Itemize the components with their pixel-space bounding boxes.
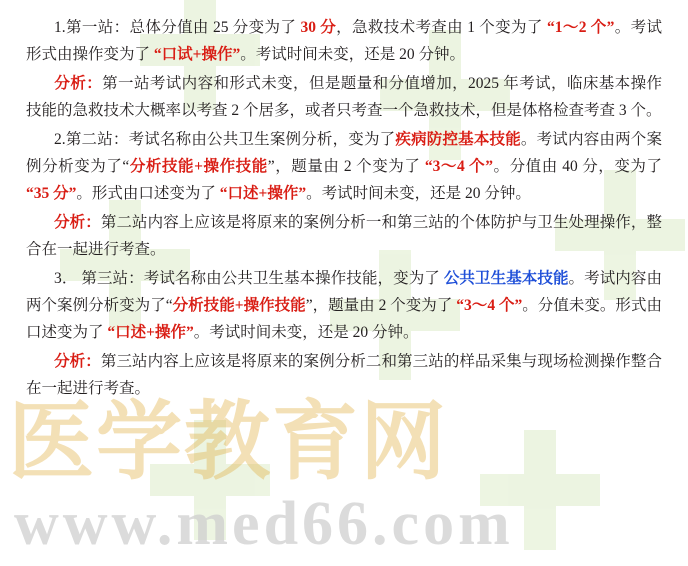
cross-watermark-icon [480, 430, 600, 550]
paragraph-station-1 [26, 14, 662, 68]
text-run: ，急救技术考查由 1 个变为了 [336, 19, 547, 36]
text-run: ”，题量由 2 个变为了 [305, 297, 457, 314]
text-run: 2.第二站： [54, 131, 129, 148]
text-run: 分析技能+操作技能 [129, 158, 268, 175]
text-run: 。考试形式由操作变为了 [26, 19, 662, 63]
indent-spacer [26, 14, 54, 41]
text-run: 。考试时间未变，还是 20 分钟。 [240, 46, 465, 63]
indent-spacer [26, 265, 54, 292]
text-run: “3～4 个” [456, 297, 523, 314]
text-run: “3～4 个” [424, 158, 493, 175]
text-run: 。分值由 40 分，变为了 [492, 158, 662, 175]
text-run: 分析： [54, 75, 103, 92]
text-run: 公共卫生基本技能 [443, 270, 569, 287]
paragraph-analysis-1 [26, 70, 662, 124]
text-run: 考试名称由公共卫生基本操作技能，变为了 [143, 270, 444, 287]
text-run: 30 分 [300, 19, 337, 36]
text-run: “口述+操作” [107, 324, 194, 341]
paragraph-analysis-2 [26, 209, 662, 263]
indent-spacer [26, 348, 54, 375]
text-run: 分析： [54, 214, 101, 231]
text-run: 分析技能+操作技能 [172, 297, 306, 314]
text-run: 。分值未变。形式由口述变为了 [26, 297, 662, 341]
text-run: 考试名称由公共卫生案例分析，变为了 [128, 131, 396, 148]
text-run: 分析： [54, 353, 101, 370]
text-run: 。考试时间未变，还是 20 分钟。 [193, 324, 419, 341]
text-run: 总体分值由 25 分变为了 [129, 19, 301, 36]
text-run: 3． 第三站： [54, 270, 144, 287]
paragraph-analysis-3 [26, 348, 662, 402]
text-run: 1.第一站： [54, 19, 130, 36]
indent-spacer [26, 126, 54, 153]
text-run: 第三站内容上应该是将原来的案例分析二和第三站的样品采集与现场检测操作整合在一起进行考查。 [26, 353, 662, 397]
text-run: 疾病防控基本技能 [395, 131, 521, 148]
text-run: 。形式由口述变为了 [76, 185, 220, 202]
text-run: “口述+操作” [219, 185, 307, 202]
text-run: 。考试时间未变，还是 20 分钟。 [306, 185, 531, 202]
text-run: “口试+操作” [153, 46, 241, 63]
text-run: “35 分” [26, 185, 77, 202]
paragraph-station-3 [26, 265, 662, 346]
text-run: ”，题量由 2 个变为了 [267, 158, 425, 175]
cross-watermark-icon [150, 420, 270, 540]
paragraph-station-2 [26, 126, 662, 207]
text-run: 。考试内容由两个案例分析变为了“ [26, 131, 662, 175]
text-run: 第一站考试内容和形式未变，但是题量和分值增加，2025 年考试，临床基本操作技能的急救技术大概率以考查 2 个居多，或者只考查一个急救技术，但是体格检查考查 3 个。 [26, 75, 662, 119]
indent-spacer [26, 70, 54, 97]
brand-watermark-text: 医学教育网 [8, 394, 448, 490]
url-watermark-text: www.med66.com [14, 490, 514, 558]
text-run: “1～2 个” [547, 19, 615, 36]
text-run: 。考试内容由两个案例分析变为了“ [26, 270, 662, 314]
indent-spacer [26, 209, 54, 236]
text-run: 第二站内容上应该是将原来的案例分析一和第三站的个体防护与卫生处理操作，整合在一起进行考查。 [26, 214, 662, 258]
